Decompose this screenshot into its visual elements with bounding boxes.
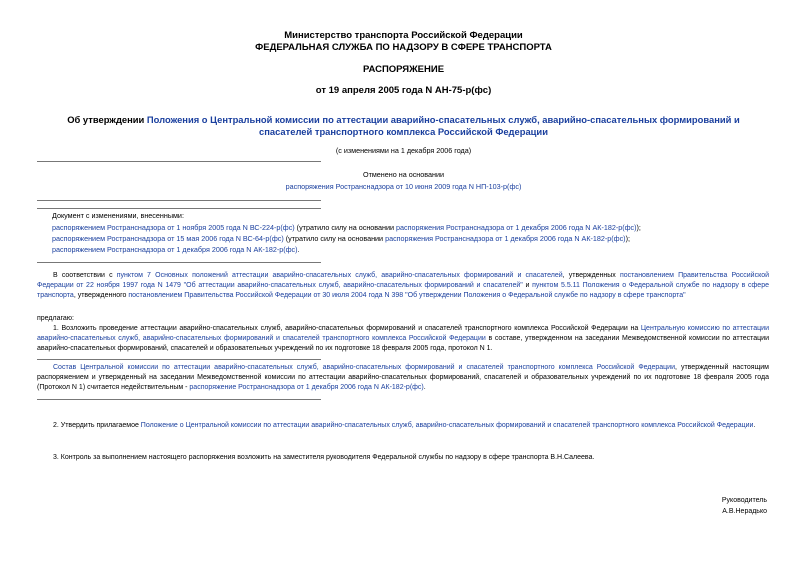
change-link[interactable]: распоряжением Ространснадзора от 15 мая 2006 года N ВС-64-р(фс) [52, 234, 284, 243]
cancelled-link[interactable]: распоряжения Ространснадзора от 10 июня 2009 года N НП-103-р(фс) [285, 182, 522, 191]
change-text: . [297, 245, 300, 254]
item-text: . [753, 422, 756, 429]
composition-paragraph [37, 363, 769, 394]
list-item [52, 234, 772, 244]
divider [37, 262, 321, 263]
composition-link[interactable]: распоряжение Ространснадзора от 1 декабря 2006 года N АК-182-р(фс) [189, 384, 424, 392]
intro-text: , утвержденных [562, 272, 620, 279]
proposal-label: предлагаю: [37, 315, 74, 322]
signature-role: Руководитель [721, 497, 767, 504]
item-3: 3. Контроль за выполнением настоящего распоряжения возложить на заместителя руководителя Федеральной службы по надзору в сфере транспорта В.Н.Салеева. [53, 454, 595, 461]
signature-name: А.В.Нерадько [722, 508, 767, 515]
intro-link[interactable]: постановлением Правительства Российской Федерации от 30 июля 2004 года N 398 "Об утверждении Положения о Федеральной службе по надзору в сфере транспорта" [128, 292, 686, 300]
change-text: ); [625, 234, 630, 243]
change-link[interactable]: распоряжением Ространснадзора от 1 ноября 2005 года N ВС-224-р(фс) [52, 223, 295, 232]
intro-link[interactable]: пунктом 7 Основных положений аттестации аварийно-спасательных служб, аварийно-спасательных формирований и спасателей [116, 272, 563, 279]
doc-date: от 19 апреля 2005 года N АН-75-р(фс) [315, 85, 492, 96]
intro-text: , утвержденного [73, 292, 129, 300]
item-text: 1. Возложить проведение аттестации аварийно-спасательных служб, аварийно-спасательных формирований и спасателей транспортного комплекса Российской Федерации на [53, 325, 641, 332]
divider [37, 161, 321, 162]
divider [37, 208, 321, 209]
list-item [52, 245, 772, 255]
intro-text: В соответствии с [53, 272, 117, 279]
cancelled-label: Отменено на основании [362, 170, 444, 179]
changes-label: Документ с изменениями, внесенными: [52, 211, 184, 220]
change-text: ); [636, 223, 641, 232]
divider [37, 359, 321, 360]
item-link[interactable]: Положение о Центральной комиссии по аттестации аварийно-спасательных служб, аварийно-спасательных формирований и спасателей транспортного комплекса Российской Федерации [140, 422, 754, 429]
doc-type: РАСПОРЯЖЕНИЕ [362, 64, 445, 75]
item-text: в составе, утвержденном на заседании Межведомственной комиссии по аттестации аварийно-спасательных формирований, спасателей и образовательных учреждений по их подготовке 18 февраля 2005 года, протокол N 1. [37, 335, 769, 353]
list-item [52, 223, 772, 233]
change-link[interactable]: распоряжения Ространснадзора от 1 декабря 2006 года N АК-182-р(фс) [396, 223, 637, 232]
changes-block [52, 211, 772, 255]
change-link[interactable]: распоряжением Ространснадзора от 1 декабря 2006 года N АК-182-р(фс) [52, 245, 298, 254]
intro-paragraph [37, 271, 769, 302]
intro-link[interactable]: пунктом 5.5.11 Положения о Федеральной службе по надзору в сфере транспорта [37, 282, 769, 300]
item-2 [37, 421, 769, 431]
intro-link[interactable]: постановлением Правительства Российской Федерации от 22 ноября 1997 года N 1479 "Об аттестации аварийно-спасательных служб, аварийно-спасательных формирований и спасателей" [37, 272, 770, 290]
composition-text: . [423, 384, 426, 392]
change-link[interactable]: распоряжения Ространснадзора от 1 декабря 2006 года N АК-182-р(фс) [385, 234, 626, 243]
intro-text: и [522, 282, 533, 290]
divider [37, 399, 321, 400]
title-link[interactable]: Положения о Центральной комиссии по аттестации аварийно-спасательных служб, аварийно-спасательных формирований и спасателей транспортного комплекса Российской Федерации [146, 114, 740, 137]
service-name: ФЕДЕРАЛЬНАЯ СЛУЖБА ПО НАДЗОРУ В СФЕРЕ ТРАНСПОРТА [255, 42, 552, 53]
composition-text: , утвержденный настоящим распоряжением и утвержденный на заседании Межведомственной комиссии по аттестации аварийно-спасательных формирований, спасателей и образовательных учреждений по их подготовке 18 февраля 2005 года (Протокол N 1) считается недействительным - [37, 364, 769, 392]
page-title [55, 114, 752, 138]
divider [37, 200, 321, 201]
amended-note: (с изменениями на 1 декабря 2006 года) [335, 146, 472, 155]
change-text: (утратило силу на основании [283, 234, 386, 243]
item-1 [37, 324, 769, 355]
title-prefix: Об утверждении [67, 114, 147, 125]
ministry-name: Министерство транспорта Российской Федерации [284, 30, 523, 41]
change-text: (утратило силу на основании [294, 223, 397, 232]
composition-link[interactable]: Состав Центральной комиссии по аттестации аварийно-спасательных служб, аварийно-спасательных формирований и спасателей транспортного комплекса Российской Федерации [53, 364, 675, 371]
item-link[interactable]: Центральную комиссию по аттестации аварийно-спасательных служб, аварийно-спасательных формирований и спасателей транспортного комплекса Российской Федерации [37, 325, 769, 343]
item-text: 2. Утвердить прилагаемое [53, 422, 141, 429]
